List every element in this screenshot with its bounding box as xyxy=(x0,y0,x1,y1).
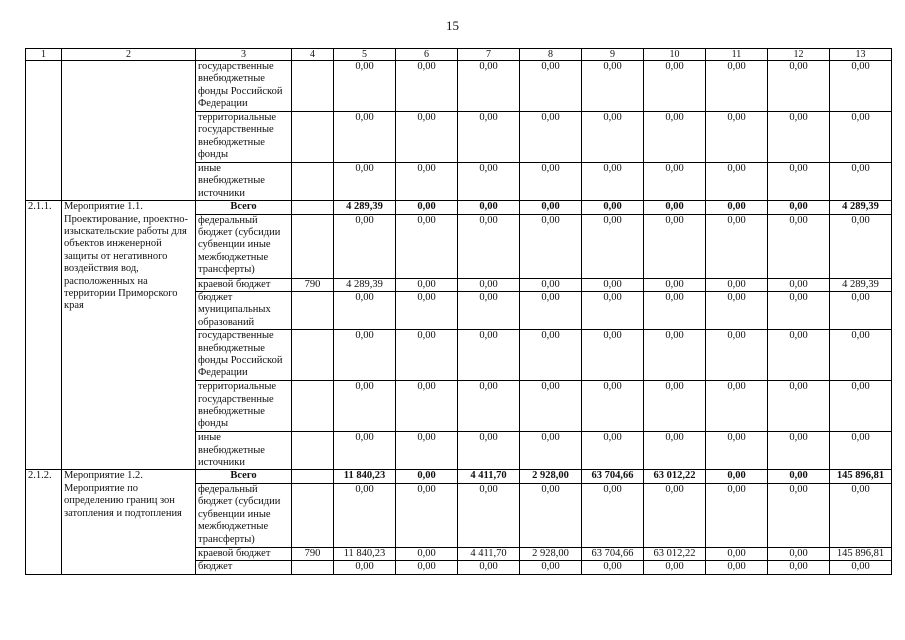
value-cell: 0,00 xyxy=(334,432,396,470)
budget-code xyxy=(292,483,334,547)
budget-code xyxy=(292,201,334,214)
value-cell: 0,00 xyxy=(644,278,706,291)
value-cell: 4 289,39 xyxy=(830,278,892,291)
item-name: Мероприятие 1.1. Проектирование, проектно-изыскательские работы для объектов инженерной защиты от негативного воздействия вод, расположенных на территории Приморского края xyxy=(62,201,196,470)
budget-code xyxy=(292,61,334,112)
value-cell: 0,00 xyxy=(520,214,582,278)
value-cell: 0,00 xyxy=(706,112,768,163)
value-cell: 0,00 xyxy=(334,163,396,201)
value-cell: 0,00 xyxy=(396,214,458,278)
budget-code xyxy=(292,470,334,483)
value-cell: 0,00 xyxy=(334,381,396,432)
value-cell: 0,00 xyxy=(706,561,768,574)
value-cell: 0,00 xyxy=(582,432,644,470)
value-cell: 0,00 xyxy=(458,61,520,112)
funding-source: территориальные государственные внебюджетные фонды xyxy=(196,381,292,432)
budget-code: 790 xyxy=(292,547,334,560)
funding-source: федеральный бюджет (субсидии субвенции иные межбюджетные трансферты) xyxy=(196,483,292,547)
funding-source: краевой бюджет xyxy=(196,278,292,291)
value-cell: 0,00 xyxy=(582,381,644,432)
col-header: 13 xyxy=(830,49,892,61)
value-cell: 145 896,81 xyxy=(830,470,892,483)
value-cell: 0,00 xyxy=(520,483,582,547)
value-cell: 0,00 xyxy=(706,547,768,560)
value-cell: 0,00 xyxy=(768,432,830,470)
value-cell: 4 289,39 xyxy=(334,201,396,214)
value-cell: 0,00 xyxy=(768,483,830,547)
value-cell: 0,00 xyxy=(334,330,396,381)
item-code: 2.1.2. xyxy=(26,470,62,574)
value-cell: 0,00 xyxy=(706,330,768,381)
value-cell: 0,00 xyxy=(706,61,768,112)
value-cell: 63 704,66 xyxy=(582,470,644,483)
value-cell: 0,00 xyxy=(644,201,706,214)
value-cell: 0,00 xyxy=(644,330,706,381)
value-cell: 0,00 xyxy=(582,201,644,214)
budget-code xyxy=(292,112,334,163)
value-cell: 0,00 xyxy=(830,61,892,112)
value-cell: 0,00 xyxy=(768,561,830,574)
value-cell: 0,00 xyxy=(582,483,644,547)
value-cell: 11 840,23 xyxy=(334,470,396,483)
col-header: 5 xyxy=(334,49,396,61)
value-cell: 0,00 xyxy=(830,163,892,201)
value-cell: 0,00 xyxy=(582,278,644,291)
value-cell: 63 704,66 xyxy=(582,547,644,560)
value-cell: 0,00 xyxy=(706,201,768,214)
funding-source: краевой бюджет xyxy=(196,547,292,560)
value-cell: 11 840,23 xyxy=(334,547,396,560)
value-cell: 0,00 xyxy=(644,292,706,330)
value-cell: 0,00 xyxy=(334,61,396,112)
value-cell: 0,00 xyxy=(520,163,582,201)
value-cell: 0,00 xyxy=(768,547,830,560)
value-cell: 0,00 xyxy=(768,330,830,381)
value-cell: 0,00 xyxy=(334,561,396,574)
funding-source: иные внебюджетные источники xyxy=(196,432,292,470)
budget-code xyxy=(292,214,334,278)
value-cell: 63 012,22 xyxy=(644,547,706,560)
value-cell: 2 928,00 xyxy=(520,547,582,560)
value-cell: 0,00 xyxy=(582,61,644,112)
value-cell: 0,00 xyxy=(706,163,768,201)
table-row xyxy=(26,201,892,214)
value-cell: 0,00 xyxy=(458,292,520,330)
value-cell: 0,00 xyxy=(582,330,644,381)
value-cell: 0,00 xyxy=(458,330,520,381)
value-cell: 0,00 xyxy=(520,201,582,214)
value-cell: 0,00 xyxy=(706,278,768,291)
value-cell: 0,00 xyxy=(768,470,830,483)
value-cell: 0,00 xyxy=(334,292,396,330)
col-header: 12 xyxy=(768,49,830,61)
value-cell: 0,00 xyxy=(396,547,458,560)
col-header: 2 xyxy=(62,49,196,61)
value-cell: 0,00 xyxy=(830,330,892,381)
value-cell: 0,00 xyxy=(520,278,582,291)
funding-source: Всего xyxy=(196,201,292,214)
table-body xyxy=(26,49,892,575)
value-cell: 0,00 xyxy=(396,432,458,470)
value-cell: 0,00 xyxy=(768,201,830,214)
value-cell: 0,00 xyxy=(830,381,892,432)
budget-code xyxy=(292,432,334,470)
budget-table xyxy=(25,48,892,575)
value-cell: 0,00 xyxy=(458,201,520,214)
item-name: Мероприятие 1.2. Мероприятие по определению границ зон затопления и подтопления xyxy=(62,470,196,574)
value-cell: 0,00 xyxy=(396,201,458,214)
funding-source: бюджет муниципальных образований xyxy=(196,292,292,330)
value-cell: 0,00 xyxy=(768,61,830,112)
value-cell: 0,00 xyxy=(644,432,706,470)
value-cell: 0,00 xyxy=(768,163,830,201)
budget-code xyxy=(292,292,334,330)
value-cell: 0,00 xyxy=(706,483,768,547)
col-header: 8 xyxy=(520,49,582,61)
value-cell: 0,00 xyxy=(582,112,644,163)
value-cell: 0,00 xyxy=(830,483,892,547)
value-cell: 0,00 xyxy=(644,483,706,547)
value-cell: 0,00 xyxy=(458,381,520,432)
value-cell: 0,00 xyxy=(768,381,830,432)
item-code xyxy=(26,61,62,201)
value-cell: 4 289,39 xyxy=(334,278,396,291)
table-row xyxy=(26,470,892,483)
value-cell: 0,00 xyxy=(830,112,892,163)
col-header: 10 xyxy=(644,49,706,61)
value-cell: 0,00 xyxy=(520,561,582,574)
item-code: 2.1.1. xyxy=(26,201,62,470)
budget-code: 790 xyxy=(292,278,334,291)
value-cell: 0,00 xyxy=(644,61,706,112)
value-cell: 0,00 xyxy=(706,470,768,483)
value-cell: 0,00 xyxy=(582,163,644,201)
value-cell: 0,00 xyxy=(520,381,582,432)
value-cell: 0,00 xyxy=(396,163,458,201)
value-cell: 0,00 xyxy=(582,214,644,278)
value-cell: 0,00 xyxy=(830,214,892,278)
value-cell: 0,00 xyxy=(520,330,582,381)
funding-source: государственные внебюджетные фонды Российской Федерации xyxy=(196,330,292,381)
value-cell: 0,00 xyxy=(830,292,892,330)
value-cell: 0,00 xyxy=(396,483,458,547)
value-cell: 0,00 xyxy=(458,278,520,291)
funding-source: иные внебюджетные источники xyxy=(196,163,292,201)
value-cell: 0,00 xyxy=(458,112,520,163)
value-cell: 0,00 xyxy=(334,214,396,278)
col-header: 9 xyxy=(582,49,644,61)
value-cell: 0,00 xyxy=(396,330,458,381)
value-cell: 0,00 xyxy=(768,292,830,330)
funding-source: территориальные государственные внебюджетные фонды xyxy=(196,112,292,163)
value-cell: 0,00 xyxy=(644,214,706,278)
value-cell: 0,00 xyxy=(768,214,830,278)
value-cell: 4 411,70 xyxy=(458,547,520,560)
value-cell: 0,00 xyxy=(396,112,458,163)
value-cell: 0,00 xyxy=(396,381,458,432)
value-cell: 0,00 xyxy=(830,432,892,470)
page-number: 15 xyxy=(446,18,459,33)
value-cell: 4 411,70 xyxy=(458,470,520,483)
value-cell: 0,00 xyxy=(334,483,396,547)
value-cell: 63 012,22 xyxy=(644,470,706,483)
value-cell: 145 896,81 xyxy=(830,547,892,560)
col-header: 7 xyxy=(458,49,520,61)
value-cell: 0,00 xyxy=(396,470,458,483)
item-name xyxy=(62,61,196,201)
value-cell: 0,00 xyxy=(396,292,458,330)
value-cell: 0,00 xyxy=(644,561,706,574)
funding-source: государственные внебюджетные фонды Российской Федерации xyxy=(196,61,292,112)
value-cell: 0,00 xyxy=(334,112,396,163)
value-cell: 0,00 xyxy=(458,432,520,470)
value-cell: 4 289,39 xyxy=(830,201,892,214)
col-header: 1 xyxy=(26,49,62,61)
budget-code xyxy=(292,561,334,574)
value-cell: 0,00 xyxy=(458,483,520,547)
value-cell: 2 928,00 xyxy=(520,470,582,483)
value-cell: 0,00 xyxy=(458,214,520,278)
value-cell: 0,00 xyxy=(582,292,644,330)
col-header: 3 xyxy=(196,49,292,61)
value-cell: 0,00 xyxy=(396,61,458,112)
col-header: 4 xyxy=(292,49,334,61)
budget-code xyxy=(292,381,334,432)
funding-source: бюджет xyxy=(196,561,292,574)
header-row xyxy=(26,49,892,61)
value-cell: 0,00 xyxy=(396,278,458,291)
value-cell: 0,00 xyxy=(644,112,706,163)
value-cell: 0,00 xyxy=(520,432,582,470)
value-cell: 0,00 xyxy=(458,561,520,574)
value-cell: 0,00 xyxy=(644,163,706,201)
value-cell: 0,00 xyxy=(520,61,582,112)
value-cell: 0,00 xyxy=(706,214,768,278)
budget-code xyxy=(292,163,334,201)
value-cell: 0,00 xyxy=(768,112,830,163)
value-cell: 0,00 xyxy=(396,561,458,574)
table-row xyxy=(26,61,892,112)
value-cell: 0,00 xyxy=(706,292,768,330)
value-cell: 0,00 xyxy=(520,292,582,330)
value-cell: 0,00 xyxy=(644,381,706,432)
budget-code xyxy=(292,330,334,381)
value-cell: 0,00 xyxy=(458,163,520,201)
value-cell: 0,00 xyxy=(582,561,644,574)
col-header: 11 xyxy=(706,49,768,61)
value-cell: 0,00 xyxy=(768,278,830,291)
value-cell: 0,00 xyxy=(830,561,892,574)
value-cell: 0,00 xyxy=(520,112,582,163)
funding-source: Всего xyxy=(196,470,292,483)
funding-source: федеральный бюджет (субсидии субвенции иные межбюджетные трансферты) xyxy=(196,214,292,278)
value-cell: 0,00 xyxy=(706,432,768,470)
value-cell: 0,00 xyxy=(706,381,768,432)
col-header: 6 xyxy=(396,49,458,61)
